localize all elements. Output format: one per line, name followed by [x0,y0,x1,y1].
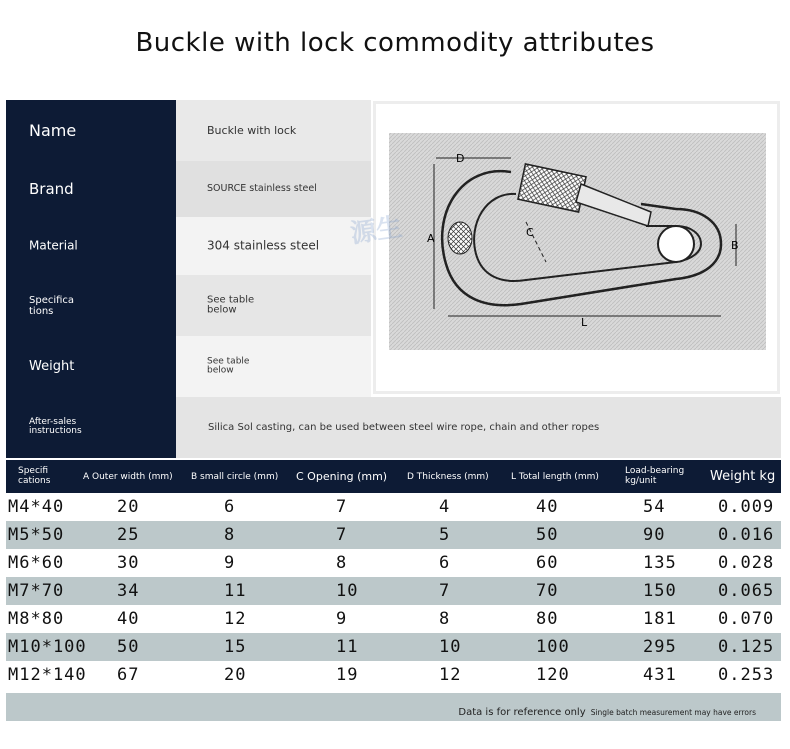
cell-c: 9 [336,609,348,629]
col-header: B small circle (mm) [191,471,279,482]
attr-value-cell [176,336,371,397]
footer-note-main: Data is for reference only [458,707,586,718]
attr-label: After-sales instructions [29,416,82,437]
attr-label: Material [29,238,78,253]
attr-value-cell [176,161,371,217]
table-row [6,521,781,549]
attr-value-cell [176,397,781,458]
cell-c: 7 [336,497,348,517]
attr-value: 304 stainless steel [207,238,320,253]
col-header: C Opening (mm) [296,470,388,483]
attr-label-cell [6,275,176,336]
cell-l: 70 [536,581,559,601]
carabiner-drawing [376,104,777,391]
footer-note [458,700,756,719]
cell-c: 11 [336,637,359,657]
cell-weight: 0.070 [718,609,775,629]
attr-value: See table below [207,356,250,376]
attr-value: See table below [207,294,255,316]
attr-value-cell [176,275,371,336]
attr-value-cell [176,217,371,275]
cell-weight: 0.016 [718,525,775,545]
cell-l: 100 [536,637,570,657]
cell-l: 80 [536,609,559,629]
cell-b: 8 [224,525,236,545]
table-row [6,633,781,661]
cell-a: 20 [117,497,140,517]
attr-row-name [6,100,371,161]
cell-a: 34 [117,581,140,601]
diagram-background [389,133,766,350]
table-row [6,493,781,521]
attr-row-material [6,217,371,275]
table-row [6,661,781,689]
dim-label-c: C [526,226,534,239]
cell-spec: M7*70 [8,581,65,601]
cell-spec: M10*100 [8,637,87,657]
cell-d: 7 [439,581,451,601]
cell-l: 50 [536,525,559,545]
cell-load: 181 [643,609,677,629]
cell-a: 67 [117,665,140,685]
cell-c: 19 [336,665,359,685]
attr-row-weight [6,336,371,397]
col-header: D Thickness (mm) [407,471,489,482]
cell-b: 6 [224,497,236,517]
wire-section [448,222,472,254]
attr-label: Brand [29,179,74,198]
cell-spec: M12*140 [8,665,87,685]
table-row [6,549,781,577]
attr-value: Buckle with lock [207,123,297,137]
cell-b: 20 [224,665,247,685]
attr-label-cell [6,397,176,458]
page-title: Buckle with lock commodity attributes [135,28,655,58]
col-header: L Total length (mm) [511,471,599,482]
cell-weight: 0.028 [718,553,775,573]
cell-d: 5 [439,525,451,545]
attr-row-after-sales [6,397,781,458]
attr-row-specifications [6,275,371,336]
cell-spec: M5*50 [8,525,65,545]
col-header: Specifi cations [18,466,51,486]
col-header: A Outer width (mm) [83,471,173,482]
attr-value: SOURCE stainless steel [207,183,317,195]
cell-c: 7 [336,525,348,545]
cell-load: 431 [643,665,677,685]
cell-b: 11 [224,581,247,601]
cell-l: 40 [536,497,559,517]
cell-weight: 0.253 [718,665,775,685]
attr-value-cell [176,100,371,161]
col-header: Weight kg [710,469,776,484]
attr-label-cell [6,100,176,161]
cell-d: 4 [439,497,451,517]
spec-table-header [6,460,781,493]
cell-a: 40 [117,609,140,629]
cell-load: 150 [643,581,677,601]
cell-load: 90 [643,525,666,545]
cell-spec: M8*80 [8,609,65,629]
dim-label-b: B [731,239,739,252]
col-header: Load-bearing kg/unit [625,466,685,486]
attr-label-cell [6,336,176,397]
watermark: 源生 [348,212,405,250]
footer-note-sub: Single batch measurement may have errors [590,708,756,717]
table-row [6,605,781,633]
cell-a: 50 [117,637,140,657]
cell-a: 25 [117,525,140,545]
dim-label-a: A [427,232,435,245]
attr-row-brand [6,161,371,217]
cell-load: 54 [643,497,666,517]
cell-d: 10 [439,637,462,657]
small-circle [658,226,694,262]
attr-label-cell [6,217,176,275]
cell-b: 12 [224,609,247,629]
attr-label-cell [6,161,176,217]
cell-load: 135 [643,553,677,573]
attr-label: Name [29,120,77,140]
cell-b: 9 [224,553,236,573]
cell-a: 30 [117,553,140,573]
attr-label: Weight [29,358,75,374]
cell-c: 8 [336,553,348,573]
cell-spec: M4*40 [8,497,65,517]
cell-b: 15 [224,637,247,657]
cell-load: 295 [643,637,677,657]
footer-note-bar [6,693,781,721]
attr-value: Silica Sol casting, can be used between steel wire rope, chain and other ropes [208,421,600,433]
dim-label-d: D [456,152,465,165]
cell-l: 120 [536,665,570,685]
product-diagram [373,101,780,394]
cell-d: 6 [439,553,451,573]
cell-spec: M6*60 [8,553,65,573]
cell-d: 8 [439,609,451,629]
cell-weight: 0.065 [718,581,775,601]
cell-weight: 0.125 [718,637,775,657]
table-row [6,577,781,605]
cell-weight: 0.009 [718,497,775,517]
attr-label: Specifica tions [29,294,75,317]
cell-c: 10 [336,581,359,601]
dim-label-l: L [581,316,588,329]
cell-l: 60 [536,553,559,573]
cell-d: 12 [439,665,462,685]
